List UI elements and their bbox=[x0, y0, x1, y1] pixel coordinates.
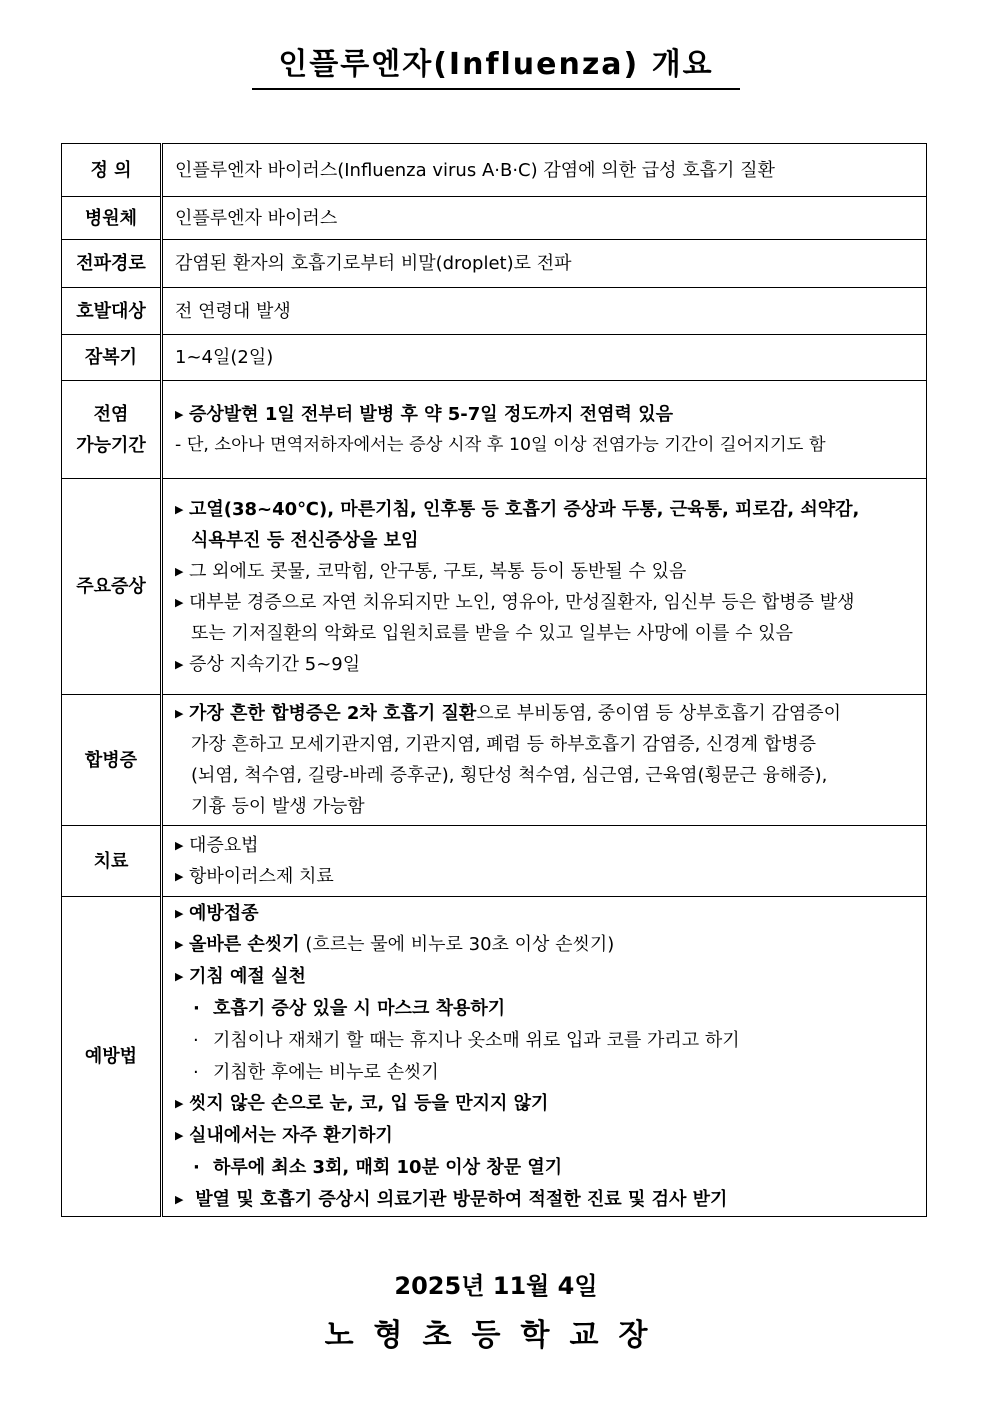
content-complications bbox=[162, 695, 927, 826]
bullet-icon: ▶ bbox=[175, 970, 184, 984]
complications-line-1: ▶ 가장 흔한 합병증은 2차 호흡기 질환으로 부비동염, 중이염 등 상부호흡기 감염증이 bbox=[175, 698, 916, 729]
complications-line-3: (뇌염, 척수염, 길랑-바레 증후군), 횡단성 척수염, 심근염, 근육염(횡문근 융해증), bbox=[191, 765, 828, 786]
infectious-line-1: ▶ 증상발현 1일 전부터 발병 후 약 5-7일 정도까지 전염력 있음 bbox=[175, 399, 916, 430]
treatment-line-1: ▶ 대증요법 bbox=[175, 830, 916, 861]
symptoms-line-3: ▶ 그 외에도 콧물, 코막힘, 안구통, 구토, 복통 등이 동반될 수 있음 bbox=[175, 556, 916, 587]
row-treatment bbox=[62, 826, 927, 897]
row-incubation bbox=[62, 335, 927, 381]
page-title: 인플루엔자(Influenza) 개요 bbox=[252, 48, 739, 90]
content-incubation bbox=[162, 335, 927, 381]
prevention-sub-mask: · 호흡기 증상 있을 시 마스크 착용하기 bbox=[175, 993, 916, 1025]
label-prevention: 예방법 bbox=[62, 897, 162, 1217]
infectious-line-2: - 단, 소아나 면역저하자에서는 증상 시작 후 10일 이상 전염가능 기간이 길어지기도 함 bbox=[175, 434, 826, 455]
bullet-icon: ▶ bbox=[175, 1192, 184, 1206]
target-text: 전 연령대 발생 bbox=[175, 300, 291, 322]
transmission-text: 감염된 환자의 호흡기로부터 비말(droplet)로 전파 bbox=[175, 253, 572, 274]
content-definition bbox=[162, 144, 927, 197]
prevention-handwash: ▶ 올바른 손씻기 (흐르는 물에 비누로 30초 이상 손씻기) bbox=[175, 929, 916, 961]
row-complications bbox=[62, 695, 927, 826]
label-target: 호발대상 bbox=[62, 288, 162, 335]
treatment-line-2: ▶ 항바이러스제 치료 bbox=[175, 861, 916, 892]
label-symptoms: 주요증상 bbox=[62, 479, 162, 695]
row-symptoms bbox=[62, 479, 927, 695]
bullet-icon: ▶ bbox=[175, 1097, 184, 1111]
label-pathogen: 병원체 bbox=[62, 197, 162, 240]
footer-signature: 노형초등학교장 bbox=[324, 1318, 668, 1353]
label-complications: 합병증 bbox=[62, 695, 162, 826]
pathogen-text: 인플루엔자 바이러스 bbox=[175, 207, 338, 229]
label-infectious bbox=[62, 381, 162, 479]
dot-marker-icon: · bbox=[193, 1156, 200, 1178]
bullet-icon: ▶ bbox=[175, 906, 184, 920]
footer-date: 2025년 11월 4일 bbox=[394, 1272, 598, 1300]
label-treatment: 치료 bbox=[62, 826, 162, 897]
symptoms-line-4: ▶ 대부분 경증으로 자연 치유되지만 노인, 영유아, 만성질환자, 임신부 등은 합병증 발생 bbox=[175, 587, 916, 618]
row-transmission bbox=[62, 240, 927, 288]
label-infectious-line1: 전염 bbox=[93, 403, 129, 425]
row-infectious bbox=[62, 381, 927, 479]
row-prevention bbox=[62, 897, 927, 1217]
symptoms-line-2: 식욕부진 등 전신증상을 보임 bbox=[191, 529, 419, 551]
symptoms-line-1: ▶ 고열(38~40℃), 마른기침, 인후통 등 호흡기 증상과 두통, 근육통, 피로감, 쇠약감, bbox=[175, 494, 916, 525]
complications-line-4: 기흉 등이 발생 가능함 bbox=[191, 796, 365, 817]
prevention-vaccination: ▶ 예방접종 bbox=[175, 898, 916, 930]
content-pathogen bbox=[162, 197, 927, 240]
content-symptoms bbox=[162, 479, 927, 695]
bullet-icon: ▶ bbox=[175, 938, 184, 952]
dot-marker-icon: · bbox=[193, 997, 200, 1019]
title-wrap bbox=[0, 48, 992, 90]
complications-line-2: 가장 흔하고 모세기관지염, 기관지염, 폐렴 등 하부호흡기 감염증, 신경계 합병증 bbox=[191, 734, 817, 755]
bullet-icon: ▶ bbox=[175, 564, 184, 578]
bullet-icon: ▶ bbox=[175, 707, 184, 720]
symptoms-line-5: 또는 기저질환의 악화로 입원치료를 받을 수 있고 일부는 사망에 이를 수 있음 bbox=[191, 622, 793, 644]
prevention-sub-window: · 하루에 최소 3회, 매회 10분 이상 창문 열기 bbox=[175, 1152, 916, 1184]
prevention-etiquette: ▶ 기침 예절 실천 bbox=[175, 961, 916, 993]
prevention-no-touch: ▶ 씻지 않은 손으로 눈, 코, 입 등을 만지지 않기 bbox=[175, 1088, 916, 1120]
label-incubation: 잠복기 bbox=[62, 335, 162, 381]
content-infectious bbox=[162, 381, 927, 479]
bullet-icon: ▶ bbox=[175, 1129, 184, 1143]
prevention-visit: ▶ 발열 및 호흡기 증상시 의료기관 방문하여 적절한 진료 및 검사 받기 bbox=[175, 1184, 916, 1216]
prevention-sub-wash: · 기침한 후에는 비누로 손씻기 bbox=[175, 1057, 916, 1089]
content-transmission bbox=[162, 240, 927, 288]
content-target bbox=[162, 288, 927, 335]
incubation-text: 1~4일(2일) bbox=[175, 347, 274, 368]
content-treatment bbox=[162, 826, 927, 897]
bullet-icon: ▶ bbox=[175, 407, 184, 421]
bullet-icon: ▶ bbox=[175, 657, 184, 671]
bullet-icon: ▶ bbox=[175, 870, 184, 883]
prevention-ventilate: ▶ 실내에서는 자주 환기하기 bbox=[175, 1120, 916, 1152]
bullet-icon: ▶ bbox=[175, 502, 184, 516]
definition-text: 인플루엔자 바이러스(Influenza virus A·B·C) 감염에 의한 급성 호흡기 질환 bbox=[175, 159, 775, 181]
dot-marker-icon: · bbox=[193, 1029, 199, 1051]
label-definition: 정 의 bbox=[62, 144, 162, 197]
row-target bbox=[62, 288, 927, 335]
content-prevention bbox=[162, 897, 927, 1217]
bullet-icon: ▶ bbox=[175, 595, 184, 609]
overview-table bbox=[61, 143, 927, 1217]
bullet-icon: ▶ bbox=[175, 839, 184, 852]
row-pathogen bbox=[62, 197, 927, 240]
prevention-sub-cover: · 기침이나 재채기 할 때는 휴지나 옷소매 위로 입과 코를 가리고 하기 bbox=[175, 1025, 916, 1057]
symptoms-line-6: ▶ 증상 지속기간 5~9일 bbox=[175, 649, 916, 680]
label-infectious-line2: 가능기간 bbox=[76, 434, 146, 456]
dot-marker-icon: · bbox=[193, 1061, 199, 1083]
label-transmission: 전파경로 bbox=[62, 240, 162, 288]
row-definition bbox=[62, 144, 927, 197]
